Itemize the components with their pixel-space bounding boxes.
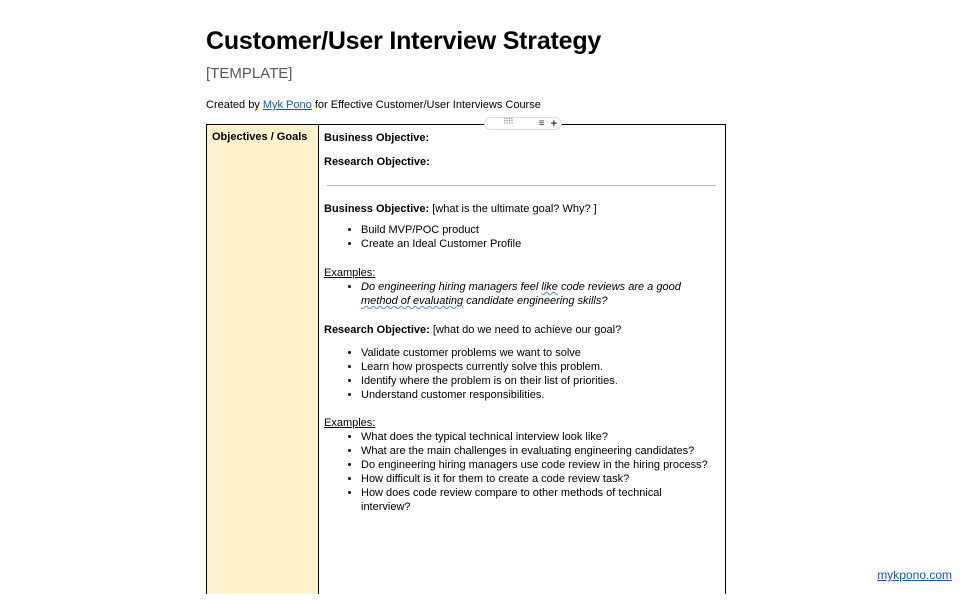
list-item: • Understand customer responsibilities.	[361, 388, 720, 402]
list-item: • Identify where the problem is on their list of priorities.	[361, 374, 720, 388]
list-item: • Create an Ideal Customer Profile	[361, 237, 720, 251]
example-text: candidate engineering skills?	[463, 295, 608, 307]
business-examples	[324, 280, 720, 308]
footer-link[interactable]: mykpono.com	[877, 568, 952, 582]
research-objective-heading: Research Objective:	[324, 156, 430, 168]
list-item: • What are the main challenges in evaluating engineering candidates?	[361, 444, 708, 458]
author-link[interactable]: Myk Pono	[262, 99, 312, 111]
drag-handle-icon[interactable]: ⠿⠿	[503, 117, 513, 126]
list-item: • Validate customer problems we want to solve	[361, 346, 720, 360]
created-suffix: for Effective Customer/User Interviews Course	[311, 99, 541, 111]
business-examples-label: Examples:	[324, 267, 376, 279]
table-toolbar[interactable]	[484, 117, 562, 130]
plus-icon[interactable]: +	[550, 117, 557, 130]
created-by-line	[206, 99, 541, 111]
objectives-cell[interactable]	[319, 125, 725, 594]
example-text: method of evaluating	[361, 295, 464, 307]
business-prompt: [what is the ultimate goal? Why? ]	[429, 203, 597, 215]
business-objective-line	[324, 202, 720, 216]
list-item: • Build MVP/POC product	[361, 223, 720, 237]
list-item: • Learn how prospects currently solve this problem.	[361, 360, 720, 374]
list-item: • Do engineering hiring managers use code review in the hiring process?	[361, 458, 708, 472]
research-bullets	[324, 346, 720, 402]
research-examples-label: Examples:	[324, 417, 376, 429]
list-item: • What does the typical technical interview look like?	[361, 430, 708, 444]
business-objective-heading: Business Objective:	[324, 132, 430, 144]
document-title: Customer/User Interview Strategy	[206, 27, 602, 55]
document-subtitle: [TEMPLATE]	[206, 65, 293, 82]
example-text: like	[541, 281, 558, 293]
research-prompt: [what do we need to achieve our goal?	[429, 324, 622, 336]
research-examples	[324, 430, 720, 514]
business-label: Business Objective:	[324, 203, 430, 215]
example-text: code reviews are a good	[557, 281, 681, 293]
objectives-table	[206, 124, 726, 594]
list-item: • How difficult is it for them to create a code review task?	[361, 472, 708, 486]
research-label: Research Objective:	[324, 324, 430, 336]
business-bullets	[324, 223, 720, 251]
research-objective-line	[324, 323, 720, 337]
goals-label: Objectives / Goals	[212, 131, 308, 143]
list-item: • How does code review compare to other methods of technical interview?	[361, 486, 708, 514]
goals-cell[interactable]	[207, 125, 319, 594]
sort-icon[interactable]: ≡	[538, 117, 545, 129]
list-item	[361, 280, 720, 308]
divider	[327, 185, 716, 186]
created-prefix: Created by	[206, 99, 263, 111]
example-text: Do engineering hiring managers feel	[361, 281, 542, 293]
